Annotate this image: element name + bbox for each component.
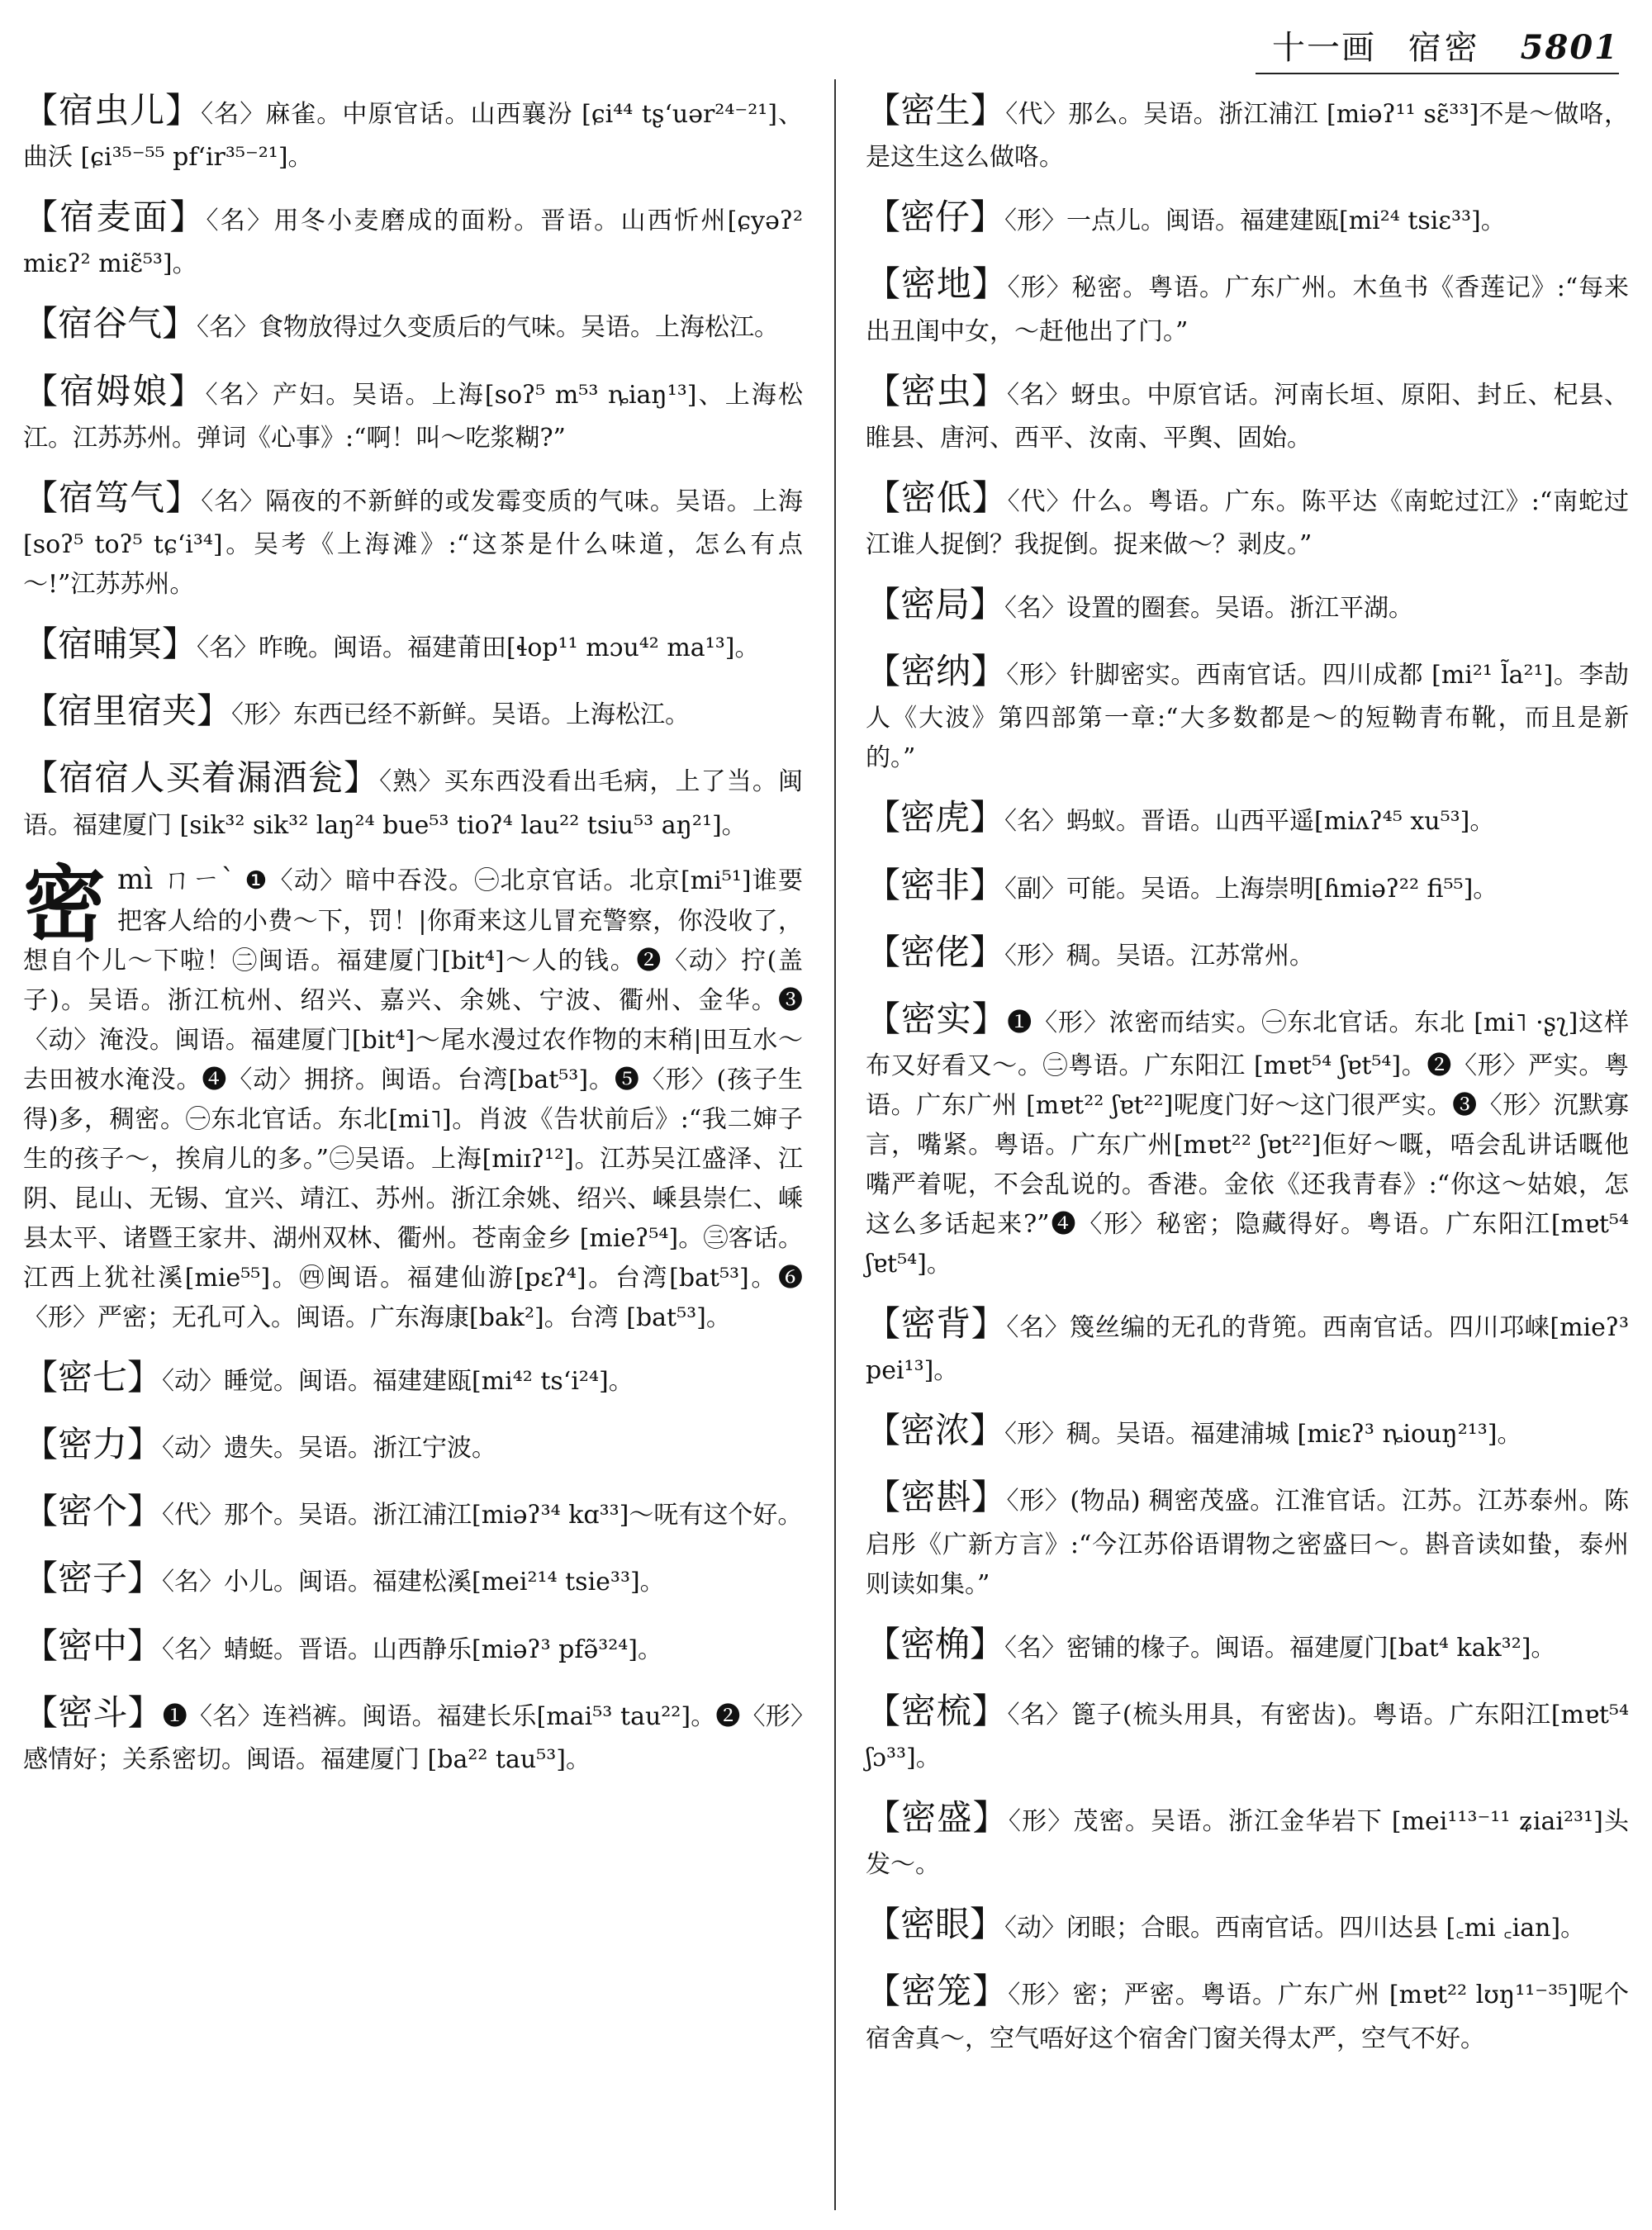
entry-definition: ❶〈动〉暗中吞没。㊀北京官话。北京[mi⁵¹]谁要把客人给的小费～下，罚！|你甭来这儿冒充警察，你没收了，想自个儿～下啦！㊁闽语。福建厦门[bit⁴]～人的钱。❷〈动〉拧(盖子)。吴语。浙江杭州、绍兴、嘉兴、余姚、宁波、衢州、金华。❸〈动〉淹没。闽语。福建厦门[bit⁴]～尾水漫过农作物的末稍|田互水～去田被水淹没。❹〈动〉拥挤。闽语。台湾[bat⁵³]。❺〈形〉(孩子生得)多，稠密。㊀东北官话。东北[mi˥]。肖波《告状前后》:“我二婶子生的孩子～，挨肩儿的多。”㊁吴语。上海[miɪʔ¹²]。江苏吴江盛泽、江阴、昆山、无锡、宜兴、靖江、苏州。浙江余姚、绍兴、嵊县崇仁、嵊县太平、诸暨王家井、湖州双林、衢州。苍南金乡 [mieʔ⁵⁴]。㊂客话。江西上犹社溪[mie⁵⁵]。㊃闽语。福建仙游[pɛʔ⁴]。台湾[bat⁵³]。❻〈形〉严密；无孔可入。闽语。广东海康[bak²]。台湾 [bat⁵³]。 <box>23 866 803 1332</box>
entry-definition: 〈形〉稠。吴语。福建浦城 [miɛʔ³ ȵiouŋ²¹³]。 <box>1004 1420 1522 1450</box>
entry-headword: 【密佬】 <box>866 931 1005 972</box>
entry-definition: 〈名〉昨晚。闽语。福建莆田[ɬop¹¹ mɔu⁴² ma¹³]。 <box>197 633 760 662</box>
dictionary-entry <box>23 1416 803 1472</box>
dictionary-entry <box>866 924 1629 980</box>
dictionary-entry <box>866 470 1629 565</box>
dictionary-entry <box>866 1963 1629 2058</box>
entry-headword: 【密低】 <box>866 477 1008 518</box>
entry-definition: 〈形〉秘密。粤语。广东广州。木鱼书《香莲记》:“每来出丑闺中女，～赶他出了门。” <box>866 273 1629 346</box>
main-headword: 密 <box>23 855 106 953</box>
entry-headword: 【密背】 <box>866 1303 1007 1345</box>
column-divider <box>834 79 836 2210</box>
dictionary-entry <box>23 363 803 458</box>
entry-definition: 〈动〉闭眼；合眼。西南官话。四川达县 [꜀mi ꜀ian]。 <box>1004 1914 1586 1943</box>
entry-headword: 【密盛】 <box>866 1797 1009 1838</box>
entry-definition: 〈名〉设置的圈套。吴语。浙江平湖。 <box>1004 593 1414 623</box>
dictionary-entry <box>866 363 1629 458</box>
dictionary-entry <box>23 1618 803 1673</box>
entry-headword: 【密非】 <box>866 864 1005 905</box>
dictionary-entry <box>866 576 1629 632</box>
entry-headword: 【宿虫儿】 <box>23 90 202 130</box>
entry-headword: 【密个】 <box>23 1491 163 1532</box>
dictionary-entry <box>23 750 803 845</box>
entry-headword: 【宿里宿夹】 <box>23 690 232 732</box>
entry-definition: 〈代〉那个。吴语。浙江浦江[miəʔ³⁴ kɑ³³]～呒有这个好。 <box>162 1501 803 1530</box>
entry-headword: 【密生】 <box>866 90 1006 130</box>
dictionary-entry <box>866 83 1629 178</box>
header-rule <box>1256 73 1619 74</box>
entry-definition: 〈形〉一点儿。闽语。福建建瓯[mi²⁴ tsiɛ³³]。 <box>1004 206 1506 236</box>
dictionary-entry <box>23 189 803 284</box>
entry-headword: 【密斟】 <box>866 1477 1007 1518</box>
entry-headword: 【密地】 <box>866 263 1008 305</box>
dictionary-entry <box>866 1683 1629 1778</box>
entry-definition: 〈形〉(物品) 稠密茂盛。江淮官话。江苏。江苏泰州。陈启彤《广新方言》:“今江苏俗语谓物之密盛曰～。斟音读如蛰，泰州则读如集。” <box>866 1487 1629 1599</box>
entry-definition: ❶〈名〉连裆裤。闽语。福建长乐[mai⁵³ tau²²]。❷〈形〉感情好；关系密切。闽语。福建厦门 [ba²² tau⁵³]。 <box>23 1701 803 1775</box>
entry-definition: 〈名〉小儿。闽语。福建松溪[mei²¹⁴ tsie³³]。 <box>162 1568 665 1597</box>
entry-definition: 〈名〉蜻蜓。晋语。山西静乐[miəʔ³ pfə̃³²⁴]。 <box>162 1635 663 1664</box>
dictionary-entry <box>23 683 803 738</box>
entry-definition: 〈代〉什么。粤语。广东。陈平达《南蛇过江》:“南蛇过江谁人捉倒？我捉倒。捉来做～？剥皮。” <box>866 486 1629 559</box>
entry-headword: 【宿笃气】 <box>23 477 202 518</box>
entry-definition: 〈副〉可能。吴语。上海崇明[ɦmiəʔ²² fi⁵⁵]。 <box>1004 874 1498 904</box>
entry-headword: 【密斗】 <box>23 1691 163 1733</box>
entry-headword: 【宿晡冥】 <box>23 623 197 664</box>
entry-definition: 〈名〉用冬小麦磨成的面粉。晋语。山西忻州[ɕyəʔ² miɛʔ² miɛ̃⁵³]。 <box>23 206 803 279</box>
guide-characters: 宿密 <box>1408 29 1481 67</box>
entry-definition: 〈动〉遗失。吴语。浙江宁波。 <box>162 1434 497 1464</box>
entry-definition: 〈动〉睡觉。闽语。福建建瓯[mi⁴² tsʻi²⁴]。 <box>162 1366 634 1396</box>
dictionary-entry <box>866 1616 1629 1672</box>
entry-headword: 【密梳】 <box>866 1690 1008 1731</box>
dictionary-entry <box>866 1296 1629 1391</box>
entry-headword: 【密局】 <box>866 583 1005 624</box>
entry-headword: 【密仔】 <box>866 197 1005 238</box>
entry-headword: 【密七】 <box>23 1356 163 1397</box>
dictionary-entry <box>23 1350 803 1405</box>
entry-definition: 〈形〉东西已经不新鲜。吴语。上海松江。 <box>231 700 691 730</box>
dictionary-entry <box>23 616 803 671</box>
dictionary-entry <box>866 1896 1629 1952</box>
dictionary-entry <box>23 470 803 605</box>
dictionary-entry <box>866 790 1629 845</box>
dictionary-entry <box>23 1550 803 1606</box>
entry-definition: 〈名〉隔夜的不新鲜的或发霉变质的气味。吴语。上海 [soʔ⁵ toʔ⁵ tɕʻi³⁴]。吴考《上海滩》:“这茶是什么味道，怎么有点～!”江苏苏州。 <box>23 486 803 599</box>
entry-definition: 〈形〉茂密。吴语。浙江金华岩下 [mei¹¹³⁻¹¹ ʑiai²³¹]头发～。 <box>866 1807 1629 1880</box>
dictionary-entry <box>866 189 1629 244</box>
running-header <box>1272 23 1619 73</box>
entry-definition: 〈形〉稠。吴语。江苏常州。 <box>1004 941 1315 970</box>
entry-headword: 【宿姆娘】 <box>23 370 206 411</box>
entry-definition: 〈名〉蚜虫。中原官话。河南长垣、原阳、封丘、杞县、睢县、唐河、西平、汝南、平舆、固始。 <box>866 380 1629 453</box>
entry-definition: 〈名〉篦子(梳头用具，有密齿)。粤语。广东阳江[mɐt⁵⁴ ʃɔ³³]。 <box>866 1700 1629 1772</box>
entry-definition: 〈名〉蚂蚁。晋语。山西平遥[miʌʔ⁴⁵ xu⁵³]。 <box>1004 807 1495 837</box>
main-character-entry <box>23 857 803 1338</box>
dictionary-entry <box>866 1790 1629 1885</box>
entry-headword: 【宿麦面】 <box>23 197 206 238</box>
dictionary-entry <box>23 1483 803 1539</box>
entry-headword: 【密眼】 <box>866 1904 1005 1945</box>
entry-headword: 【密力】 <box>23 1424 163 1465</box>
entry-headword: 【密虎】 <box>866 797 1005 838</box>
entry-definition: 〈形〉针脚密实。西南官话。四川成都 [mi²¹ l̃a²¹]。李劼人《大波》第四部第一章:“大多数都是～的短靿青布靴，而且是新的。” <box>866 661 1629 773</box>
entry-headword: 【密浓】 <box>866 1410 1005 1451</box>
dictionary-entry <box>866 256 1629 351</box>
entry-headword: 【密实】 <box>866 998 1008 1039</box>
dictionary-entry <box>866 643 1629 778</box>
dictionary-entry <box>866 857 1629 913</box>
entry-headword: 【密纳】 <box>866 651 1007 692</box>
dictionary-entry <box>23 83 803 178</box>
dictionary-entry <box>23 296 803 351</box>
entry-definition: 〈名〉食物放得过久变质后的气味。吴语。上海松江。 <box>197 313 780 343</box>
entry-definition: ❶〈形〉浓密而结实。㊀东北官话。东北 [mi˥ ·ʂʅ]这样布又好看又～。㊁粤语。广东阳江 [mɐt⁵⁴ ʃɐt⁵⁴]。❷〈形〉严实。粤语。广东广州 [mɐt²² ʃɐt²²]呢度门好～这门很严实。❸〈形〉沉默寡言，嘴紧。粤语。广东广州[mɐt²² ʃɐt²²]佢好～嘅，唔会乱讲话嘅他嘴严着呢，不会乱说的。香港。金依《还我青春》:“你这～姑娘，怎这么多话起来?”❹〈形〉秘密；隐藏得好。粤语。广东阳江[mɐt⁵⁴ ʃɐt⁵⁴]。 <box>866 1008 1629 1279</box>
entry-definition: 〈形〉密；严密。粤语。广东广州 [mɐt²² lʊŋ¹¹⁻³⁵]呢个宿舍真～，空气唔好这个宿舍门窗关得太严，空气不好。 <box>866 1981 1629 2053</box>
dictionary-entry <box>23 1685 803 1780</box>
entry-definition: 〈代〉那么。吴语。浙江浦江 [miəʔ¹¹ sɛ̃³³]不是～做咯，是这生这么做咯。 <box>866 100 1629 173</box>
entry-headword: 【密子】 <box>23 1558 163 1599</box>
entry-definition: 〈熟〉买东西没看出毛病，上了当。闽语。福建厦门 [sik³² sik³² laŋ²⁴ bue⁵³ tioʔ⁴ lau²² tsiu⁵³ aŋ²¹]。 <box>23 767 803 840</box>
page-number: 5801 <box>1520 28 1619 67</box>
entry-definition: 〈名〉产妇。吴语。上海[soʔ⁵ m⁵³ ȵiaŋ¹³]、上海松江。江苏苏州。弹词《心事》:“啊！叫～吃浆糊?” <box>23 380 803 453</box>
right-column <box>866 83 1629 2071</box>
entry-headword: 【宿宿人买着漏酒瓮】 <box>23 757 380 799</box>
entry-headword: 【密中】 <box>23 1625 163 1666</box>
entry-definition: 〈名〉密铺的椽子。闽语。福建厦门[bat⁴ kak³²]。 <box>1004 1633 1556 1663</box>
dictionary-entry <box>866 1469 1629 1604</box>
entry-headword: 【密桷】 <box>866 1623 1005 1664</box>
entry-headword: 【密笼】 <box>866 1971 1009 2012</box>
main-pronunciation: mì ㄇㄧˋ <box>117 862 236 896</box>
stroke-section-label: 十一画 <box>1272 29 1376 67</box>
left-column <box>23 83 803 1791</box>
dictionary-entry <box>866 1402 1629 1458</box>
entry-headword: 【宿谷气】 <box>23 303 197 344</box>
entry-definition: 〈名〉篾丝编的无孔的背篼。西南官话。四川邛崃[mieʔ³ pei¹³]。 <box>866 1313 1629 1386</box>
entry-definition: 〈名〉麻雀。中原官话。山西襄汾 [ɕi⁴⁴ tʂʻuər²⁴⁻²¹]、曲沃 [ɕi³⁵⁻⁵⁵ pfʻir³⁵⁻²¹]。 <box>23 100 803 173</box>
entry-headword: 【密虫】 <box>866 370 1007 411</box>
dictionary-entry <box>866 991 1629 1284</box>
